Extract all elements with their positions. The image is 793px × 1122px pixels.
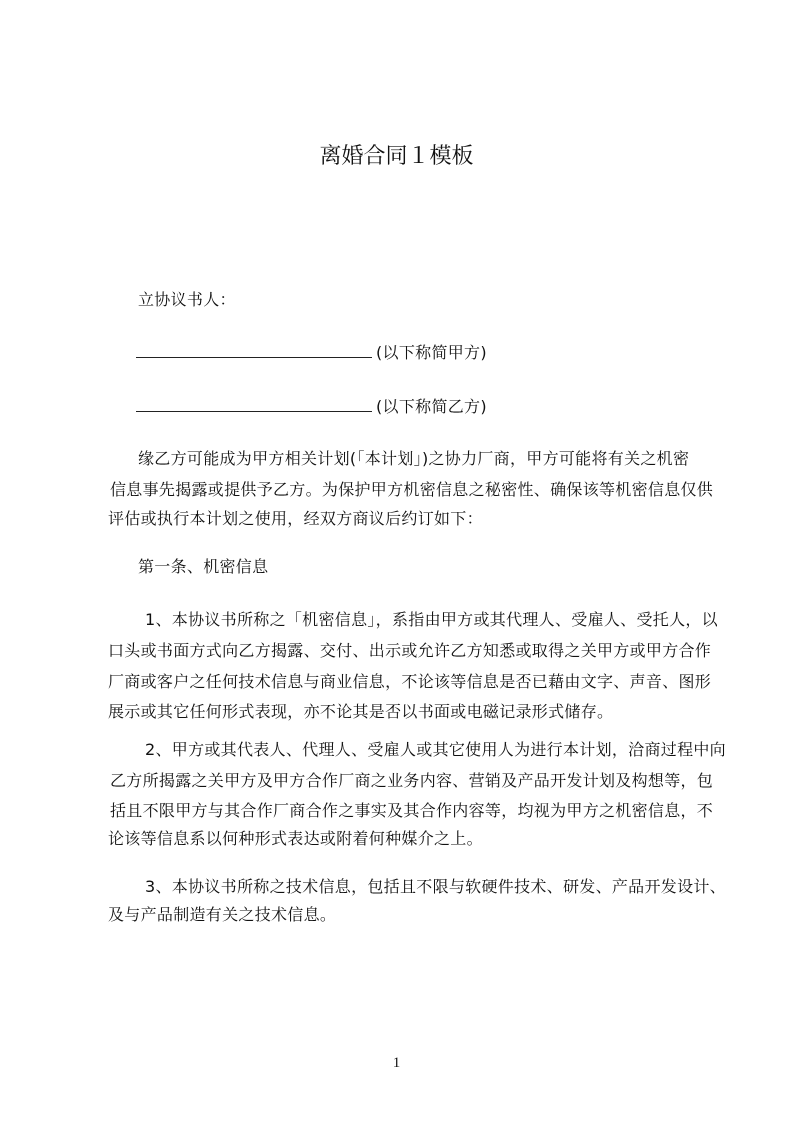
preamble-line: 信息事先揭露或提供予乙方。为保护甲方机密信息之秘密性、确保该等机密信息仅供 xyxy=(110,480,714,499)
party-a-label: (以下称简甲方) xyxy=(376,343,487,362)
party-b-line xyxy=(136,397,736,417)
item1-line: 厂商或客户之任何技术信息与商业信息，不论该等信息是否已藉由文字、声音、图形 xyxy=(108,672,712,691)
preamble-line: 缘乙方可能成为甲方相关计划(「本计划」)之协力厂商，甲方可能将有关之机密 xyxy=(138,449,690,468)
item2-line: 论该等信息系以何种形式表达或附着何种媒介之上。 xyxy=(108,829,483,848)
party-b-label: (以下称简乙方) xyxy=(376,397,487,416)
party-a-line xyxy=(136,343,736,363)
item3-line: 及与产品制造有关之技术信息。 xyxy=(108,905,337,924)
item1-line: 1、本协议书所称之「机密信息」，系指由甲方或其代理人、受雇人、受托人，以 xyxy=(145,610,718,629)
item1-line: 口头或书面方式向乙方揭露、交付、出示或允许乙方知悉或取得之关甲方或甲方合作 xyxy=(108,641,712,660)
party-b-blank xyxy=(136,397,372,412)
preamble-line: 评估或执行本计划之使用，经双方商议后约订如下： xyxy=(108,509,483,528)
party-intro: 立协议书人： xyxy=(138,290,236,309)
item3-line: 3、本协议书所称之技术信息，包括且不限与软硬件技术、研发、产品开发设计、 xyxy=(145,877,726,896)
party-a-blank xyxy=(136,343,372,358)
item2-line: 括且不限甲方与其合作厂商合作之事实及其合作内容等，均视为甲方之机密信息，不 xyxy=(110,801,714,820)
section-heading: 第一条、机密信息 xyxy=(138,557,269,576)
item1-line: 展示或其它任何形式表现，亦不论其是否以书面或电磁记录形式储存。 xyxy=(108,702,614,721)
item2-line: 2、甲方或其代表人、代理人、受雇人或其它使用人为进行本计划，洽商过程中向 xyxy=(145,740,726,759)
page-number: 1 xyxy=(392,1055,401,1071)
document-title: 离婚合同１模板 xyxy=(319,144,474,169)
item2-line: 乙方所揭露之关甲方及甲方合作厂商之业务内容、营销及产品开发计划及构想等，包 xyxy=(110,771,714,790)
